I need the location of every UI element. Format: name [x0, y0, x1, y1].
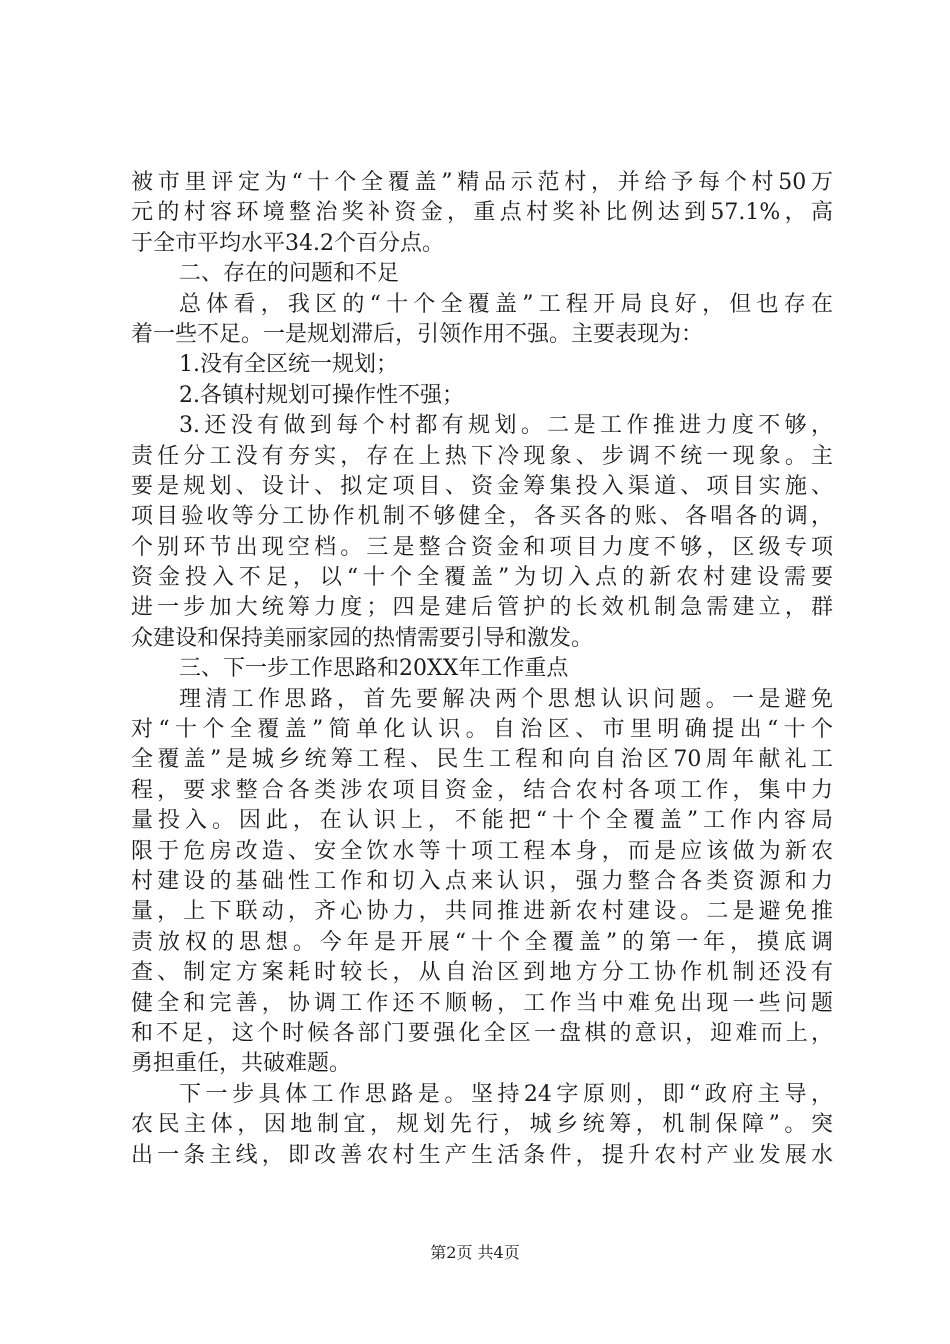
text-line: 元的村容环境整治奖补资金，重点村奖补比例达到57.1%，高 [131, 200, 833, 226]
text-line: 要是规划、设计、拟定项目、资金筹集投入渠道、项目实施、 [131, 473, 833, 499]
text-line: 着一些不足。一是规划滞后，引领作用不强。主要表现为： [131, 321, 704, 347]
text-line: 责放权的思想。今年是开展“十个全覆盖”的第一年，摸底调 [131, 929, 833, 955]
text-line: 1.没有全区统一规划； [179, 352, 398, 378]
text-line: 众建设和保持美丽家园的热情需要引导和激发。 [131, 625, 594, 651]
text-line: 进一步加大统筹力度；四是建后管护的长效机制急需建立，群 [131, 595, 833, 621]
text-line: 对“十个全覆盖”简单化认识。自治区、市里明确提出“十个 [131, 717, 833, 743]
text-line: 项目验收等分工协作机制不够健全，各买各的账、各唱各的调， [131, 504, 833, 530]
page-footer: 第2页 共4页 [430, 1243, 520, 1262]
text-line: 农民主体，因地制宜，规划先行，城乡统筹，机制保障”。突 [131, 1112, 833, 1138]
text-line: 村建设的基础性工作和切入点来认识，强力整合各类资源和力 [131, 868, 833, 894]
text-line: 个别环节出现空档。三是整合资金和项目力度不够，区级专项 [131, 534, 833, 560]
text-line: 总体看，我区的“十个全覆盖”工程开局良好，但也存在 [179, 291, 833, 317]
text-line: 查、制定方案耗时较长，从自治区到地方分工协作机制还没有 [131, 960, 833, 986]
text-line: 全覆盖”是城乡统筹工程、民生工程和向自治区70周年献礼工 [131, 747, 833, 773]
text-line: 三、下一步工作思路和20XX年工作重点 [179, 656, 569, 682]
text-line: 出一条主线，即改善农村生产生活条件，提升农村产业发展水 [131, 1142, 833, 1168]
text-line: 和不足，这个时候各部门要强化全区一盘棋的意识，迎难而上， [131, 1020, 833, 1046]
text-line: 责任分工没有夯实，存在上热下冷现象、步调不统一现象。主 [131, 443, 833, 469]
text-line: 勇担重任，共破难题。 [131, 1051, 352, 1077]
text-line: 2.各镇村规划可操作性不强； [179, 382, 464, 408]
text-line: 二、存在的问题和不足 [179, 261, 400, 287]
text-line: 量投入。因此，在认识上，不能把“十个全覆盖”工作内容局 [131, 808, 833, 834]
text-line: 健全和完善，协调工作还不顺畅，工作当中难免出现一些问题 [131, 990, 833, 1016]
text-line: 被市里评定为“十个全覆盖”精品示范村，并给予每个村50万 [131, 170, 833, 195]
text-line: 理清工作思路，首先要解决两个思想认识问题。一是避免 [179, 686, 833, 712]
text-line: 下一步具体工作思路是。坚持24字原则，即“政府主导， [179, 1081, 833, 1107]
text-line: 程，要求整合各类涉农项目资金，结合农村各项工作，集中力 [131, 777, 833, 803]
text-line: 3.还没有做到每个村都有规划。二是工作推进力度不够， [179, 413, 833, 439]
text-line: 限于危房改造、安全饮水等十项工程本身，而是应该做为新农 [131, 838, 833, 864]
text-line: 资金投入不足，以“十个全覆盖”为切入点的新农村建设需要 [131, 565, 833, 591]
text-line: 于全市平均水平34.2个百分点。 [131, 230, 444, 256]
document-body [131, 168, 833, 1171]
text-line: 量，上下联动，齐心协力，共同推进新农村建设。二是避免推 [131, 899, 833, 925]
